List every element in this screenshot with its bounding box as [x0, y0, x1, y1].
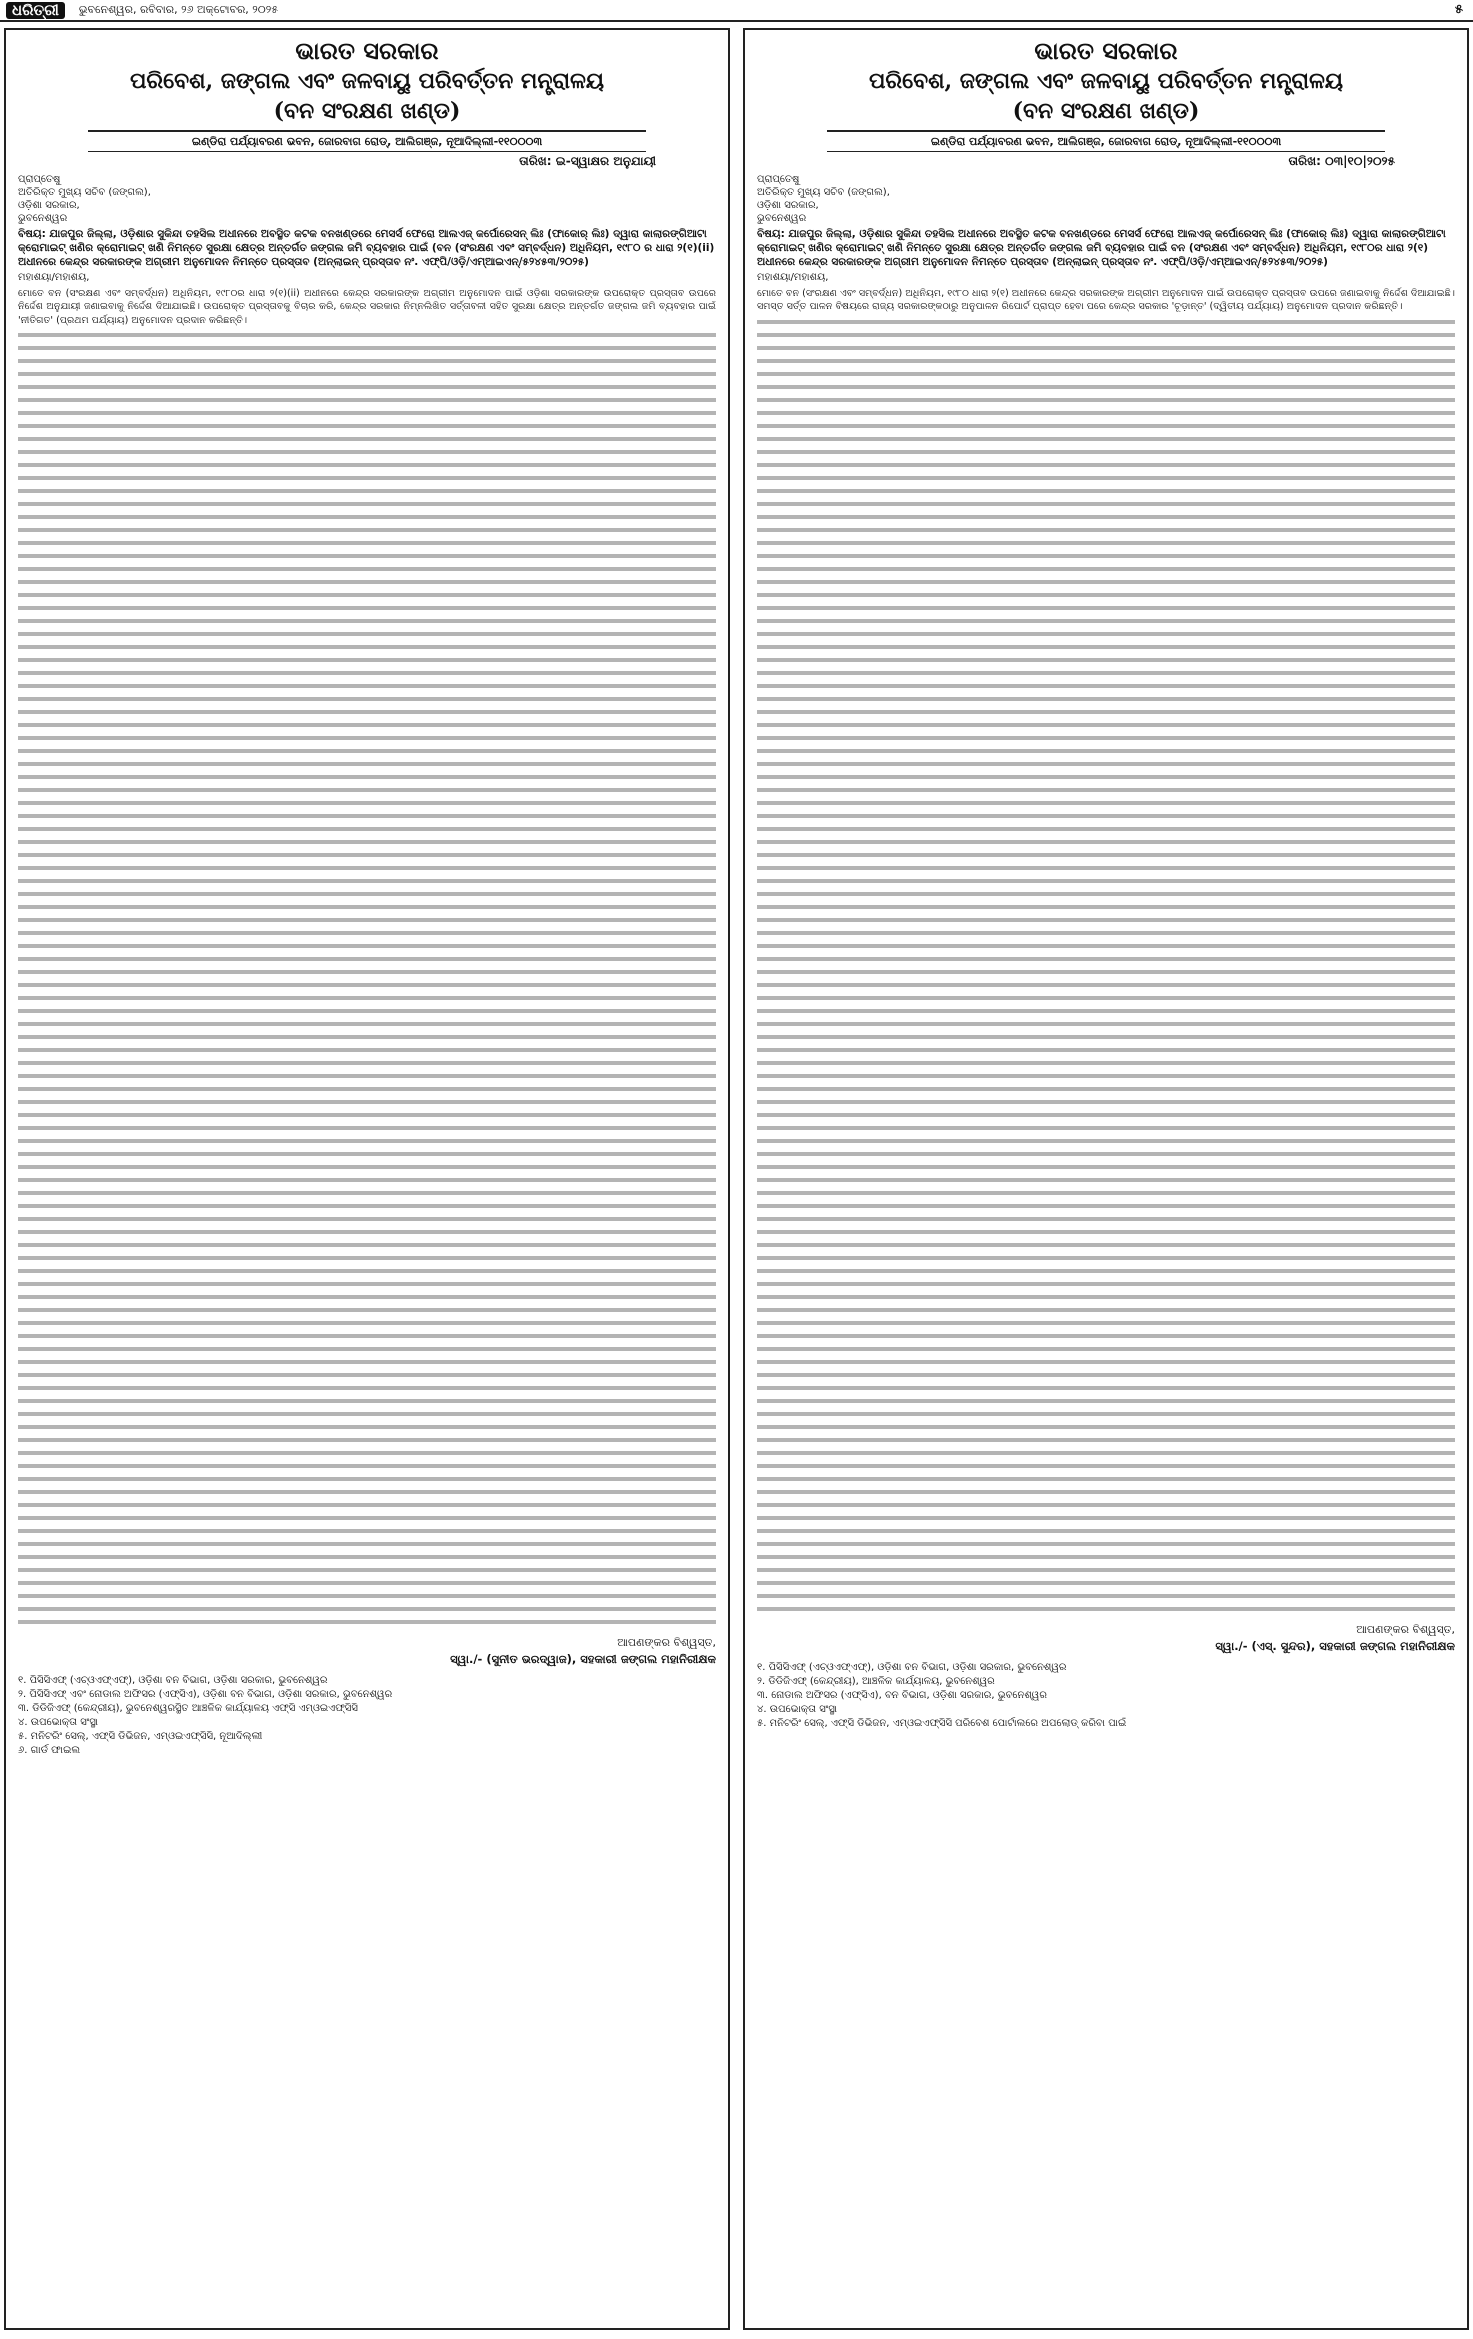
right-notice — [743, 28, 1469, 2330]
signature-closing: ଆପଣଙ୍କର ବିଶ୍ୱସ୍ତ, — [617, 1636, 716, 1650]
division-title: (ବନ ସଂରକ୍ଷଣ ଖଣ୍ଡ) — [1012, 98, 1200, 124]
newspaper-logo: ଧରିତ୍ରୀ — [6, 2, 65, 19]
copy-to-list — [18, 1674, 716, 1758]
addressee-line: ଓଡ଼ିଶା ସରକାର, — [18, 200, 80, 211]
addressee-line: ଭୁବନେଶ୍ୱର — [18, 213, 68, 224]
list-item: ୩. ନୋଡାଲ ଅଫିସର (ଏଫ୍‌ସିଏ), ବନ ବିଭାଗ, ଓଡ଼ିଶା ସରକାର, ଭୁବନେଶ୍ୱର — [757, 1689, 1047, 1701]
signer-name: ସ୍ୱା./- (ଏସ୍. ସୁନ୍ଦର), ସହକାରୀ ଜଙ୍ଗଲ ମହାନିରୀକ୍ଷକ — [1215, 1638, 1455, 1653]
conditions-text-block — [18, 329, 716, 1629]
body-paragraph: ମୋତେ ବନ (ସଂରକ୍ଷଣ ଏବଂ ସମ୍ବର୍ଦ୍ଧନ) ଅଧିନିୟମ, ୧୯୮୦ର ଧାରା ୨(୧)(ii) ଅଧୀନରେ କେନ୍ଦ୍ର ସରକାରଙ୍କ ଅଗ୍ରୀମ ଅନୁମୋଦନ ପାଇଁ ଓଡ଼ିଶା ସରକାରଙ୍କ ଉପରୋକ୍ତ ପ୍ରସ୍ତାବ ଉପରେ ନିର୍ଦ୍ଦେଶ ଅନୁଯାୟୀ ଜଣାଇବାକୁ ନିର୍ଦ୍ଦେଶ ଦିଆଯାଇଛି। ଉପରୋକ୍ତ ପ୍ରସ୍ତାବକୁ ବିଚାର କରି, କେନ୍ଦ୍ର ସରକାର ନିମ୍ନଲିଖିତ ସର୍ତ୍ତାବଳୀ ସହିତ ସୁରକ୍ଷା କ୍ଷେତ୍ର ଅନ୍ତର୍ଗତ ଜଙ୍ଗଲ ଜମି ବ୍ୟବହାର ପାଇଁ 'ନୀତିଗତ' (ପ୍ରଥମ ପର୍ଯ୍ୟାୟ) ଅନୁମୋଦନ ପ୍ରଦାନ କରିଛନ୍ତି। — [18, 288, 716, 326]
division-title: (ବନ ସଂରକ୍ଷଣ ଖଣ୍ଡ) — [273, 98, 461, 124]
left-notice — [4, 28, 730, 2330]
salutation: ମହାଶୟା/ମହାଶୟ, — [18, 272, 90, 283]
subject: ବିଷୟ: ଯାଜପୁର ଜିଲ୍ଲା, ଓଡ଼ିଶାର ସୁକିନ୍ଦା ତହସିଲ ଅଧୀନରେ ଅବସ୍ଥିତ କଟକ ବନଖଣ୍ଡରେ ମେସର୍ସ ଫେରୋ ଆଲଏଜ୍ କର୍ପୋରେସନ୍ ଲିଃ (ଫାକୋର୍ ଲିଃ) ଦ୍ୱାରା କାଲାରଙ୍ଗିଆଟା କ୍ରୋମାଇଟ୍ ଖଣିର କ୍ରୋମାଇଟ୍ ଖଣି ନିମନ୍ତେ ସୁରକ୍ଷା କ୍ଷେତ୍ର ଅନ୍ତର୍ଗତ ଜଙ୍ଗଲ ଜମି ବ୍ୟବହାର ପାଇଁ ବନ (ସଂରକ୍ଷଣ ଏବଂ ସମ୍ବର୍ଦ୍ଧନ) ଅଧିନିୟମ, ୧୯୮୦ର ଧାରା ୨(୧) ଅଧୀନରେ କେନ୍ଦ୍ର ସରକାରଙ୍କ ଅଗ୍ରୀମ ଅନୁମୋଦନ ନିମନ୍ତେ ପ୍ରସ୍ତାବ (ଅନ୍‌ଲାଇନ୍ ପ୍ରସ୍ତାବ ନଂ. ଏଫ୍‌ପି/ଓଡ଼ି/ଏମ୍‌ଆଇଏନ୍/୫୨୪୫୩/୨୦୨୫) — [757, 228, 1446, 268]
list-item: ୬. ଗାର୍ଡ ଫାଇଲ — [18, 1745, 81, 1757]
subject: ବିଷୟ: ଯାଜପୁର ଜିଲ୍ଲା, ଓଡ଼ିଶାର ସୁକିନ୍ଦା ତହସିଲ ଅଧୀନରେ ଅବସ୍ଥିତ କଟକ ବନଖଣ୍ଡରେ ମେସର୍ସ ଫେରୋ ଆଲଏଜ୍ କର୍ପୋରେସନ୍ ଲିଃ (ଫାକୋର୍ ଲିଃ) ଦ୍ୱାରା କାଲାରଙ୍ଗିଆଟା କ୍ରୋମାଇଟ୍ ଖଣିର କ୍ରୋମାଇଟ୍ ଖଣି ନିମନ୍ତେ ସୁରକ୍ଷା କ୍ଷେତ୍ର ଅନ୍ତର୍ଗତ ଜଙ୍ଗଲ ଜମି ବ୍ୟବହାର ପାଇଁ (ବନ (ସଂରକ୍ଷଣ ଏବଂ ସମ୍ବର୍ଦ୍ଧନ) ଅଧିନିୟମ, ୧୯୮୦ ର ଧାରା ୨(୧)(ii) ଅଧୀନରେ କେନ୍ଦ୍ର ସରକାରଙ୍କ ଅଗ୍ରୀମ ଅନୁମୋଦନ ନିମନ୍ତେ ପ୍ରସ୍ତାବ (ଅନ୍‌ଲାଇନ୍ ପ୍ରସ୍ତାବ ନଂ. ଏଫ୍‌ପି/ଓଡ଼ି/ଏମ୍‌ଆଇଏନ୍/୫୨୪୫୩/୨୦୨୫) — [18, 228, 715, 268]
signature-closing: ଆପଣଙ୍କର ବିଶ୍ୱସ୍ତ, — [1356, 1622, 1455, 1636]
conditions-text-block — [757, 316, 1455, 1616]
list-item: ୪. ଉପଭୋକ୍ତା ସଂସ୍ଥା — [18, 1717, 98, 1729]
address-line: ଇଣ୍ଡିରା ପର୍ଯ୍ୟାବରଣ ଭବନ, ଜୋରବାଗ ରୋଡ୍, ଆଲିଗଞ୍ଜ, ନୂଆଦିଲ୍ଲୀ-୧୧୦୦୦୩ — [88, 130, 646, 152]
govt-title: ଭାରତ ସରକାର — [1034, 36, 1178, 65]
list-item: ୨. ଡିଡିଜିଏଫ୍ (କେନ୍ଦ୍ରୀୟ), ଆଞ୍ଚଳିକ କାର୍ଯ୍ୟାଳୟ, ଭୁବନେଶ୍ୱର — [757, 1675, 995, 1687]
notice-date: ତାରିଖ: ଇ-ସ୍ୱାକ୍ଷର ଅନୁଯାୟୀ — [519, 154, 656, 168]
list-item: ୨. ପିସିସିଏଫ୍ ଏବଂ ନୋଡାଲ ଅଫିସର (ଏଫ୍‌ସିଏ), ଓଡ଼ିଶା ବନ ବିଭାଗ, ଓଡ଼ିଶା ସରକାର, ଭୁବନେଶ୍ୱର — [18, 1689, 393, 1701]
dateline: ଭୁବନେଶ୍ୱର, ରବିବାର, ୨୬ ଅକ୍ଟୋବର, ୨୦୨୫ — [78, 3, 279, 16]
signature-block — [757, 1622, 1455, 1655]
list-item: ୫. ମନିଟରିଂ ସେଲ୍, ଏଫ୍‌ସି ଡିଭିଜନ, ଏମ୍‌ଓଇଏଫ୍‌ସିସି, ନୂଆଦିଲ୍ଲୀ — [18, 1731, 263, 1743]
notice-header — [18, 36, 716, 126]
ministry-title: ପରିବେଶ, ଜଙ୍ଗଲ ଏବଂ ଜଳବାୟୁ ପରିବର୍ତ୍ତନ ମନ୍ତ୍ରାଳୟ — [129, 68, 605, 94]
addressee — [757, 173, 1455, 225]
addressee — [18, 173, 716, 225]
list-item: ୫. ମନିଟରିଂ ସେଲ୍, ଏଫ୍‌ସି ଡିଭିଜନ, ଏମ୍‌ଓଇଏଫ୍‌ସିସି ପରିବେଶ ପୋର୍ଟାଲରେ ଅପଲୋଡ୍ କରିବା ପାଇଁ — [757, 1717, 1127, 1729]
addressee-line: ପ୍ରାପ୍ତେଷୁ — [757, 174, 800, 185]
list-item: ୪. ଉପଭୋକ୍ତା ସଂସ୍ଥା — [757, 1703, 837, 1715]
masthead — [0, 0, 1473, 22]
list-item: ୧. ପିସିସିଏଫ୍ (ଏଚ୍‌ଓଏଫ୍‌ଏଫ୍), ଓଡ଼ିଶା ବନ ବିଭାଗ, ଓଡ଼ିଶା ସରକାର, ଭୁବନେଶ୍ୱର — [18, 1675, 328, 1687]
list-item: ୧. ପିସିସିଏଫ୍ (ଏଚ୍‌ଓଏଫ୍‌ଏଫ୍), ଓଡ଼ିଶା ବନ ବିଭାଗ, ଓଡ଼ିଶା ସରକାର, ଭୁବନେଶ୍ୱର — [757, 1661, 1067, 1673]
addressee-line: ଭୁବନେଶ୍ୱର — [757, 213, 807, 224]
addressee-line: ପ୍ରାପ୍ତେଷୁ — [18, 174, 61, 185]
addressee-line: ଅତିରିକ୍ତ ମୁଖ୍ୟ ସଚିବ (ଜଙ୍ଗଲ), — [757, 187, 890, 198]
page-number: ୫ — [1454, 2, 1463, 17]
addressee-line: ଓଡ଼ିଶା ସରକାର, — [757, 200, 819, 211]
notice-header — [757, 36, 1455, 126]
list-item: ୩. ଡିଡିଜିଏଫ୍ (କେନ୍ଦ୍ରୀୟ), ଭୁବନେଶ୍ୱରସ୍ଥିତ ଆଞ୍ଚଳିକ କାର୍ଯ୍ୟାଳୟ ଏଫ୍‌ସି ଏମ୍‌ଓଇଏଫ୍‌ସିସି — [18, 1703, 358, 1715]
signature-block — [18, 1635, 716, 1668]
signer-name: ସ୍ୱା./- (ସୁନୀତ ଭରଦ୍ୱାଜ), ସହକାରୀ ଜଙ୍ଗଲ ମହାନିରୀକ୍ଷକ — [450, 1652, 716, 1667]
govt-title: ଭାରତ ସରକାର — [295, 36, 439, 65]
address-line: ଇଣ୍ଡିରା ପର୍ଯ୍ୟାବରଣ ଭବନ, ଆଲିଗଞ୍ଜ, ଜୋରବାଗ ରୋଡ୍, ନୂଆଦିଲ୍ଲୀ-୧୧୦୦୦୩ — [827, 130, 1385, 152]
salutation: ମହାଶୟା/ମହାଶୟ, — [757, 272, 829, 283]
notice-date: ତାରିଖ: ୦୩|୧୦|୨୦୨୫ — [1288, 154, 1395, 168]
copy-to-list — [757, 1661, 1455, 1731]
body-paragraph: ମୋତେ ବନ (ସଂରକ୍ଷଣ ଏବଂ ସମ୍ବର୍ଦ୍ଧନ) ଅଧିନିୟମ, ୧୯୮୦ ଧାରା ୨(୧) ଅଧୀନରେ କେନ୍ଦ୍ର ସରକାରଙ୍କ ଅଗ୍ରୀମ ଅନୁମୋଦନ ପାଇଁ ଉପରୋକ୍ତ ପ୍ରସ୍ତାବ ଉପରେ ଜଣାଇବାକୁ ନିର୍ଦ୍ଦେଶ ଦିଆଯାଇଛି। ସମସ୍ତ ସର୍ତ୍ତ ପାଳନ ବିଷୟରେ ରାଜ୍ୟ ସରକାରଙ୍କଠାରୁ ଅନୁପାଳନ ରିପୋର୍ଟ ପ୍ରାପ୍ତ ହେବା ପରେ କେନ୍ଦ୍ର ସରକାର 'ଚୂଡ଼ାନ୍ତ' (ଦ୍ୱିତୀୟ ପର୍ଯ୍ୟାୟ) ଅନୁମୋଦନ ପ୍ରଦାନ କରିଛନ୍ତି। — [757, 288, 1455, 313]
ministry-title: ପରିବେଶ, ଜଙ୍ଗଲ ଏବଂ ଜଳବାୟୁ ପରିବର୍ତ୍ତନ ମନ୍ତ୍ରାଳୟ — [868, 68, 1344, 94]
addressee-line: ଅତିରିକ୍ତ ମୁଖ୍ୟ ସଚିବ (ଜଙ୍ଗଲ), — [18, 187, 151, 198]
